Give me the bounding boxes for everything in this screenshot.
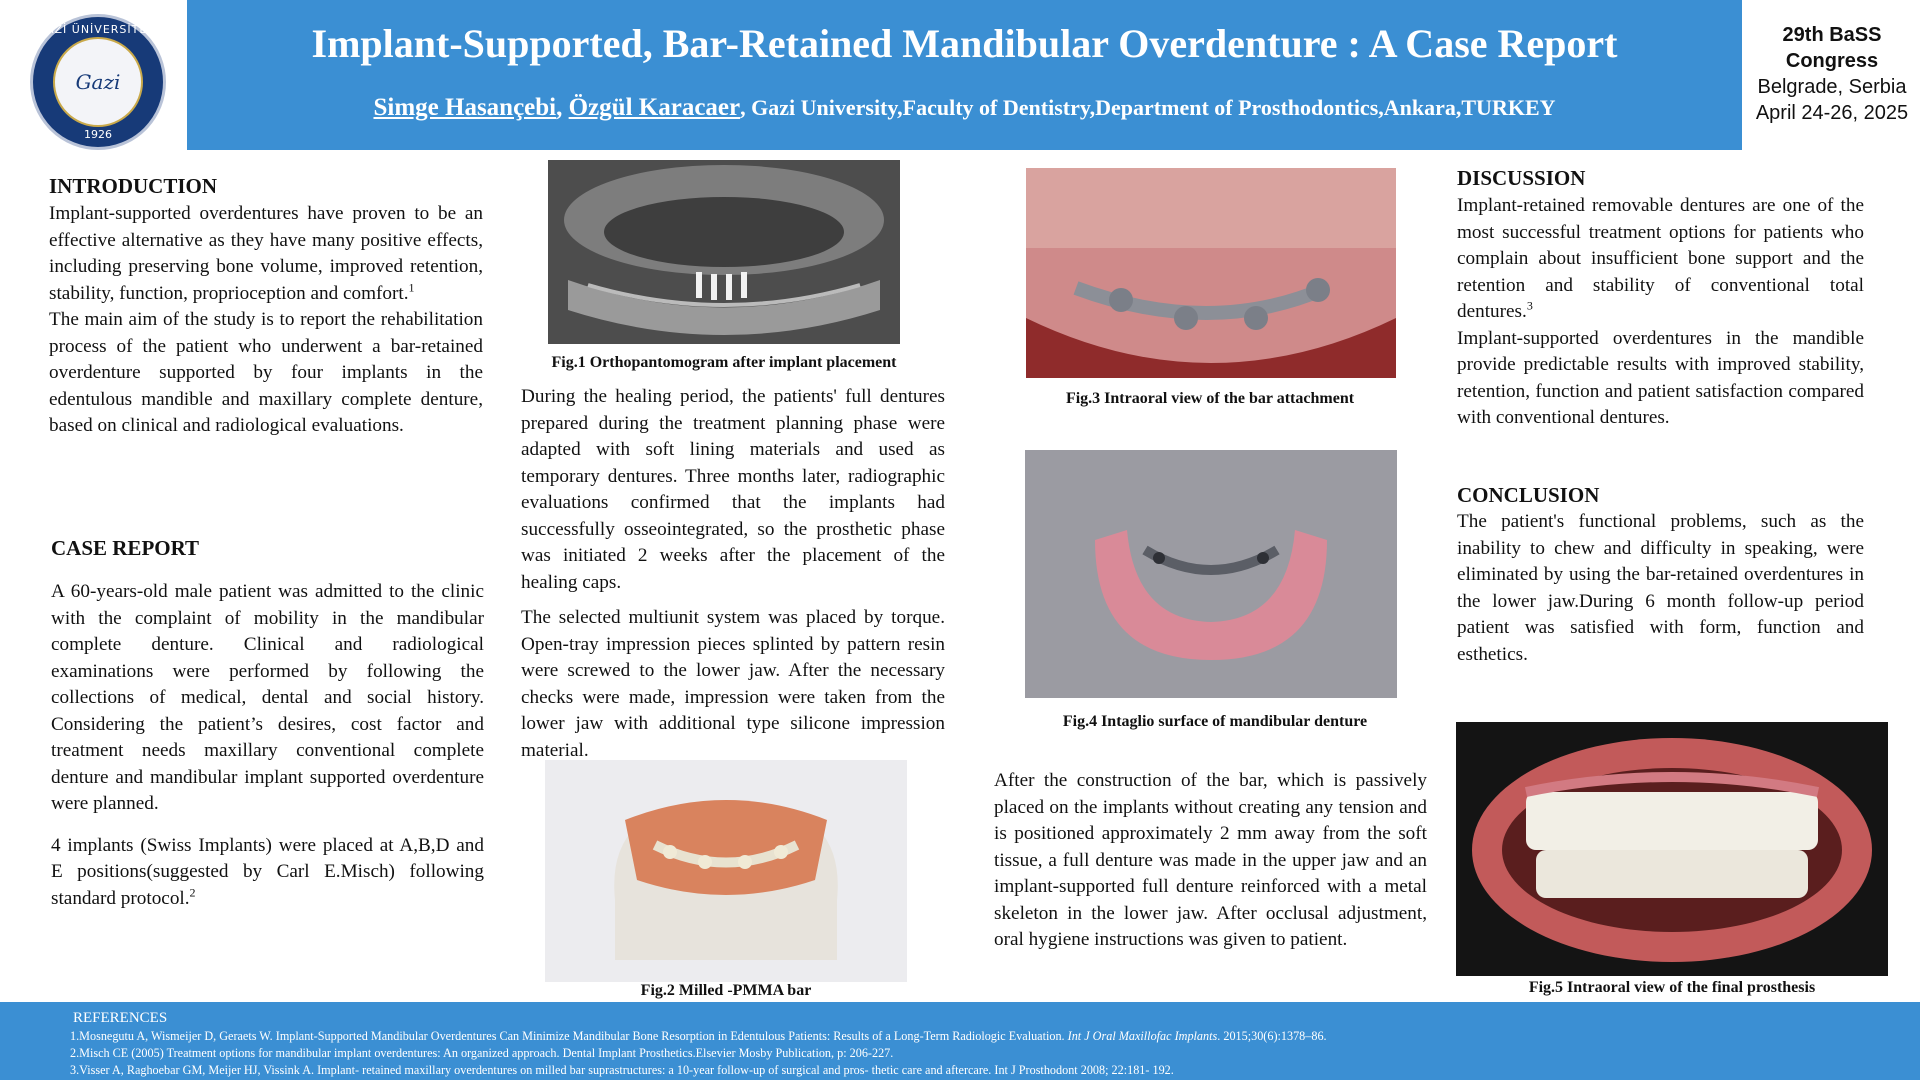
- conclusion-body: [1457, 509, 1864, 668]
- congress-name-line1: 29th BaSS: [1782, 24, 1882, 46]
- figure-4-intaglio-surface: [1025, 450, 1397, 698]
- reference-1-tail: . 2015;30(6):1378–86.: [1217, 1029, 1327, 1043]
- discussion-paragraph-1: [1457, 193, 1864, 326]
- middle-body-1: [521, 384, 945, 764]
- case-report-paragraph-1: A 60-years-old male patient was admitted to the clinic with the complaint of mobility in the mandibular complete denture. Clinical and radiological examinations were performed by following the collections of medical, dental and social history. Considering the patient’s desires, cost factor and treatment needs maxillary conventional complete denture and mandibular implant supported overdenture were planned.: [51, 581, 484, 814]
- conclusion-paragraph: The patient's functional problems, such as the inability to chew and difficulty in speaking, were eliminated by using the bar-retained overdentures in the lower jaw.During 6 month follow-up period patient was satisfied with form, function and esthetics.: [1457, 511, 1864, 665]
- logo-emblem: [53, 37, 143, 127]
- case-report-body: [51, 579, 484, 912]
- case-report-heading: CASE REPORT: [51, 536, 200, 560]
- reference-1-text: 1.Mosnegutu A, Wismeijer D, Geraets W. Implant-Supported Mandibular Overdentures Can Minimize Mandibular Bone Resorption in Edentulous Patients: Results of a Long-Term Radiologic Evaluation.: [70, 1029, 1068, 1043]
- poster-title: Implant-Supported, Bar-Retained Mandibular Overdenture : A Case Report: [311, 21, 1618, 66]
- discussion-text-1: Implant-retained removable dentures are one of the most successful treatment options for patients who complain about insufficient bone support and the retention and stability of conventional total dentures.: [1457, 195, 1864, 322]
- bar-attachment-image: [1026, 168, 1396, 378]
- figure-3-bar-attachment: [1026, 168, 1396, 378]
- logo-script: Gazi: [75, 70, 121, 94]
- logo-year: 1926: [84, 128, 112, 141]
- orthopantomogram-image: [548, 160, 900, 344]
- intaglio-surface-image: [1025, 450, 1397, 698]
- figure-5-final-prosthesis: [1456, 722, 1888, 976]
- congress-info: [1748, 22, 1916, 126]
- conclusion-heading: CONCLUSION: [1457, 483, 1600, 507]
- reference-1-journal: Int J Oral Maxillofac Implants: [1067, 1029, 1218, 1043]
- citation-1: 1: [408, 280, 415, 295]
- reference-1: [70, 1029, 1327, 1044]
- milled-bar-image: [545, 760, 907, 982]
- final-prosthesis-image: [1456, 722, 1888, 976]
- citation-3: 3: [1526, 298, 1533, 313]
- figure-5-caption: Fig.5 Intraoral view of the final prosthesis: [1528, 979, 1816, 996]
- congress-dates: April 24-26, 2025: [1755, 102, 1909, 124]
- logo-text: GAZİ ÜNİVERSİTESİ: [36, 23, 160, 36]
- figure-4-caption: Fig.4 Intaglio surface of mandibular denture: [1062, 713, 1368, 730]
- middle-body-2: [994, 768, 1427, 954]
- introduction-heading: INTRODUCTION: [49, 174, 218, 198]
- discussion-heading: DISCUSSION: [1457, 166, 1586, 190]
- middle-paragraph-3: After the construction of the bar, which is passively placed on the implants without creating any tension and is positioned approximately 2 mm away from the soft tissue, a full denture was made in the upper jaw and an implant-supported full denture reinforced with a metal skeleton in the lower jaw. After occlusal adjustment, oral hygiene instructions was given to patient.: [994, 770, 1427, 950]
- figure-1-caption: Fig.1 Orthopantomogram after implant placement: [551, 354, 897, 371]
- discussion-body: [1457, 193, 1864, 432]
- reference-2: 2.Misch CE (2005) Treatment options for mandibular implant overdentures: An organized approach. Dental Implant Prosthetics.Elsevier Mosby Publication, p: 206-227.: [70, 1046, 894, 1060]
- congress-location: Belgrade, Serbia: [1757, 76, 1907, 98]
- introduction-text-1: Implant-supported overdentures have proven to be an effective alternative as they have many positive effects, including preserving bone volume, improved retention, stability, function, proprioception and comfort.: [49, 203, 483, 304]
- author-line: [187, 94, 1742, 122]
- reference-3: 3.Visser A, Raghoebar GM, Meijer HJ, Vissink A. Implant- retained maxillary overdentures on milled bar suprastructures: a 10-year follow-up of surgical and pros- thetic care and aftercare. Int J Prosthodont 2008; 22:181- 192.: [70, 1063, 1174, 1077]
- figure-1-orthopantomogram: [548, 160, 900, 344]
- university-logo: [30, 14, 166, 150]
- author-separator: ,: [556, 94, 569, 121]
- references-heading: REFERENCES: [73, 1010, 168, 1026]
- middle-paragraph-2: The selected multiunit system was placed by torque. Open-tray impression pieces splinted by pattern resin were screwed to the lower jaw. After the necessary checks were made, impression were taken from the lower jaw with additional type silicone impression material.: [521, 607, 945, 761]
- citation-2: 2: [189, 885, 196, 900]
- introduction-paragraph-1: [49, 201, 483, 307]
- author-first: Simge Hasançebi: [373, 94, 557, 121]
- case-report-text-2: 4 implants (Swiss Implants) were placed at A,B,D and E positions(suggested by Carl E.Misch) following standard protocol.: [51, 834, 484, 909]
- congress-name-line2: Congress: [1785, 50, 1879, 72]
- middle-paragraph-1: During the healing period, the patients' full dentures prepared during the treatment planning phase were adapted with soft lining materials and used as temporary dentures. Three months later, radiographic evaluations confirmed that the implants had successfully osseointegrated, so the prosthetic phase was initiated 2 weeks after the placement of the healing caps.: [521, 386, 945, 593]
- figure-2-caption: Fig.2 Milled -PMMA bar: [640, 982, 812, 999]
- case-report-paragraph-2: [51, 833, 484, 913]
- author-affiliation: , Gazi University,Faculty of Dentistry,Department of Prosthodontics,Ankara,TURKEY: [740, 95, 1556, 120]
- author-second: Özgül Karacaer: [568, 94, 741, 121]
- figure-3-caption: Fig.3 Intraoral view of the bar attachment: [1065, 390, 1355, 407]
- introduction-paragraph-2: The main aim of the study is to report the rehabilitation process of the patient who underwent a bar-retained overdenture supported by four implants in the edentulous mandible and maxillary complete denture, based on clinical and radiological evaluations.: [49, 309, 483, 436]
- introduction-body: [49, 201, 483, 440]
- discussion-paragraph-2: Implant-supported overdentures in the mandible provide predictable results with improved stability, retention, function and patient satisfaction compared with conventional dentures.: [1457, 327, 1864, 428]
- figure-2-milled-bar: [545, 760, 907, 982]
